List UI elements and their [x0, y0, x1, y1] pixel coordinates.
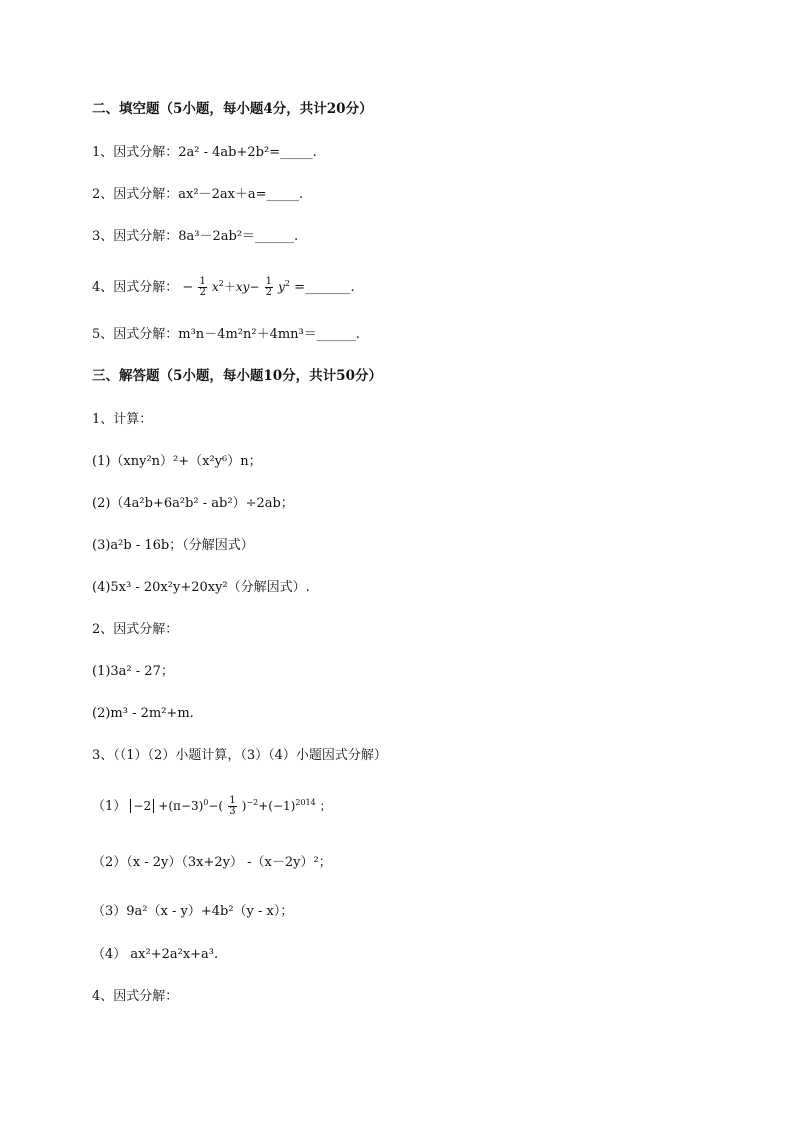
problem-3-part-4: （4） ax²+2a²x+a³.	[92, 947, 219, 962]
minus-sign: −	[182, 280, 194, 295]
problem-2-part-2: (2)m³ - 2m²+m.	[92, 706, 194, 721]
problem-4-title: 4、因式分解：	[92, 989, 179, 1004]
question-2-3: 3、因式分解：8a³－2ab²＝______.	[92, 229, 299, 244]
question-2-2: 2、因式分解：ax²－2ax＋a=_____.	[92, 187, 304, 202]
section-heading-solve: 三、解答题（5小题，每小题10分，共计50分）	[92, 368, 382, 384]
problem-3-part-2: （2）（x - 2y）（3x+2y） -（x－2y）²；	[92, 855, 332, 870]
problem-1-part-3: (3)a²b - 16b；（分解因式）	[92, 538, 254, 553]
neg-one-power: )$^{-2}+(-1)^{2014}$ ；	[241, 798, 332, 813]
fraction-half-2: $\frac{1}{2}$	[265, 275, 272, 298]
question-2-4-prefix: 4、因式分解：	[92, 280, 179, 295]
question-2-4	[92, 272, 355, 302]
problem-3-part-1	[92, 790, 332, 822]
fraction-one-third: $\frac{1}{3}$	[229, 794, 236, 817]
problem-1-part-4: (4)5x³ - 20x²y+20xy²（分解因式）.	[92, 580, 310, 595]
problem-2-part-1: (1)3a² - 27；	[92, 664, 174, 679]
pi-term: $+(\pi-3)^0-$(	[158, 798, 224, 813]
question-2-5: 5、因式分解：m³n－4m²n²＋4mn³＝______.	[92, 327, 360, 342]
problem-1-part-2: (2)（4a²b+6a²b² - ab²）÷2ab；	[92, 496, 294, 511]
fraction-half-1: $\frac{1}{2}$	[199, 275, 206, 298]
problem-3-part-1-label: （1）	[92, 799, 127, 814]
abs-neg-two: −2	[130, 799, 154, 813]
problem-3-title: 3、（（1）（2）小题计算，（3）（4）小题因式分解）	[92, 748, 387, 763]
section-heading-fill-in: 二、填空题（5小题，每小题4分，共计20分）	[92, 101, 373, 117]
question-2-4-suffix: =_______.	[294, 280, 355, 295]
question-2-1: 1、因式分解：2a² - 4ab+2b²=_____.	[92, 145, 317, 160]
term-x-squared: $x^2+xy-$	[211, 279, 260, 294]
problem-1-part-1: (1)（xny²n）²+（x²y⁶）n；	[92, 454, 262, 469]
term-y-squared: $y^2$	[278, 279, 291, 294]
problem-2-title: 2、因式分解：	[92, 622, 179, 637]
problem-1-title: 1、计算：	[92, 412, 153, 427]
problem-3-part-3: （3）9a²（x - y）+4b²（y - x）；	[92, 904, 294, 919]
